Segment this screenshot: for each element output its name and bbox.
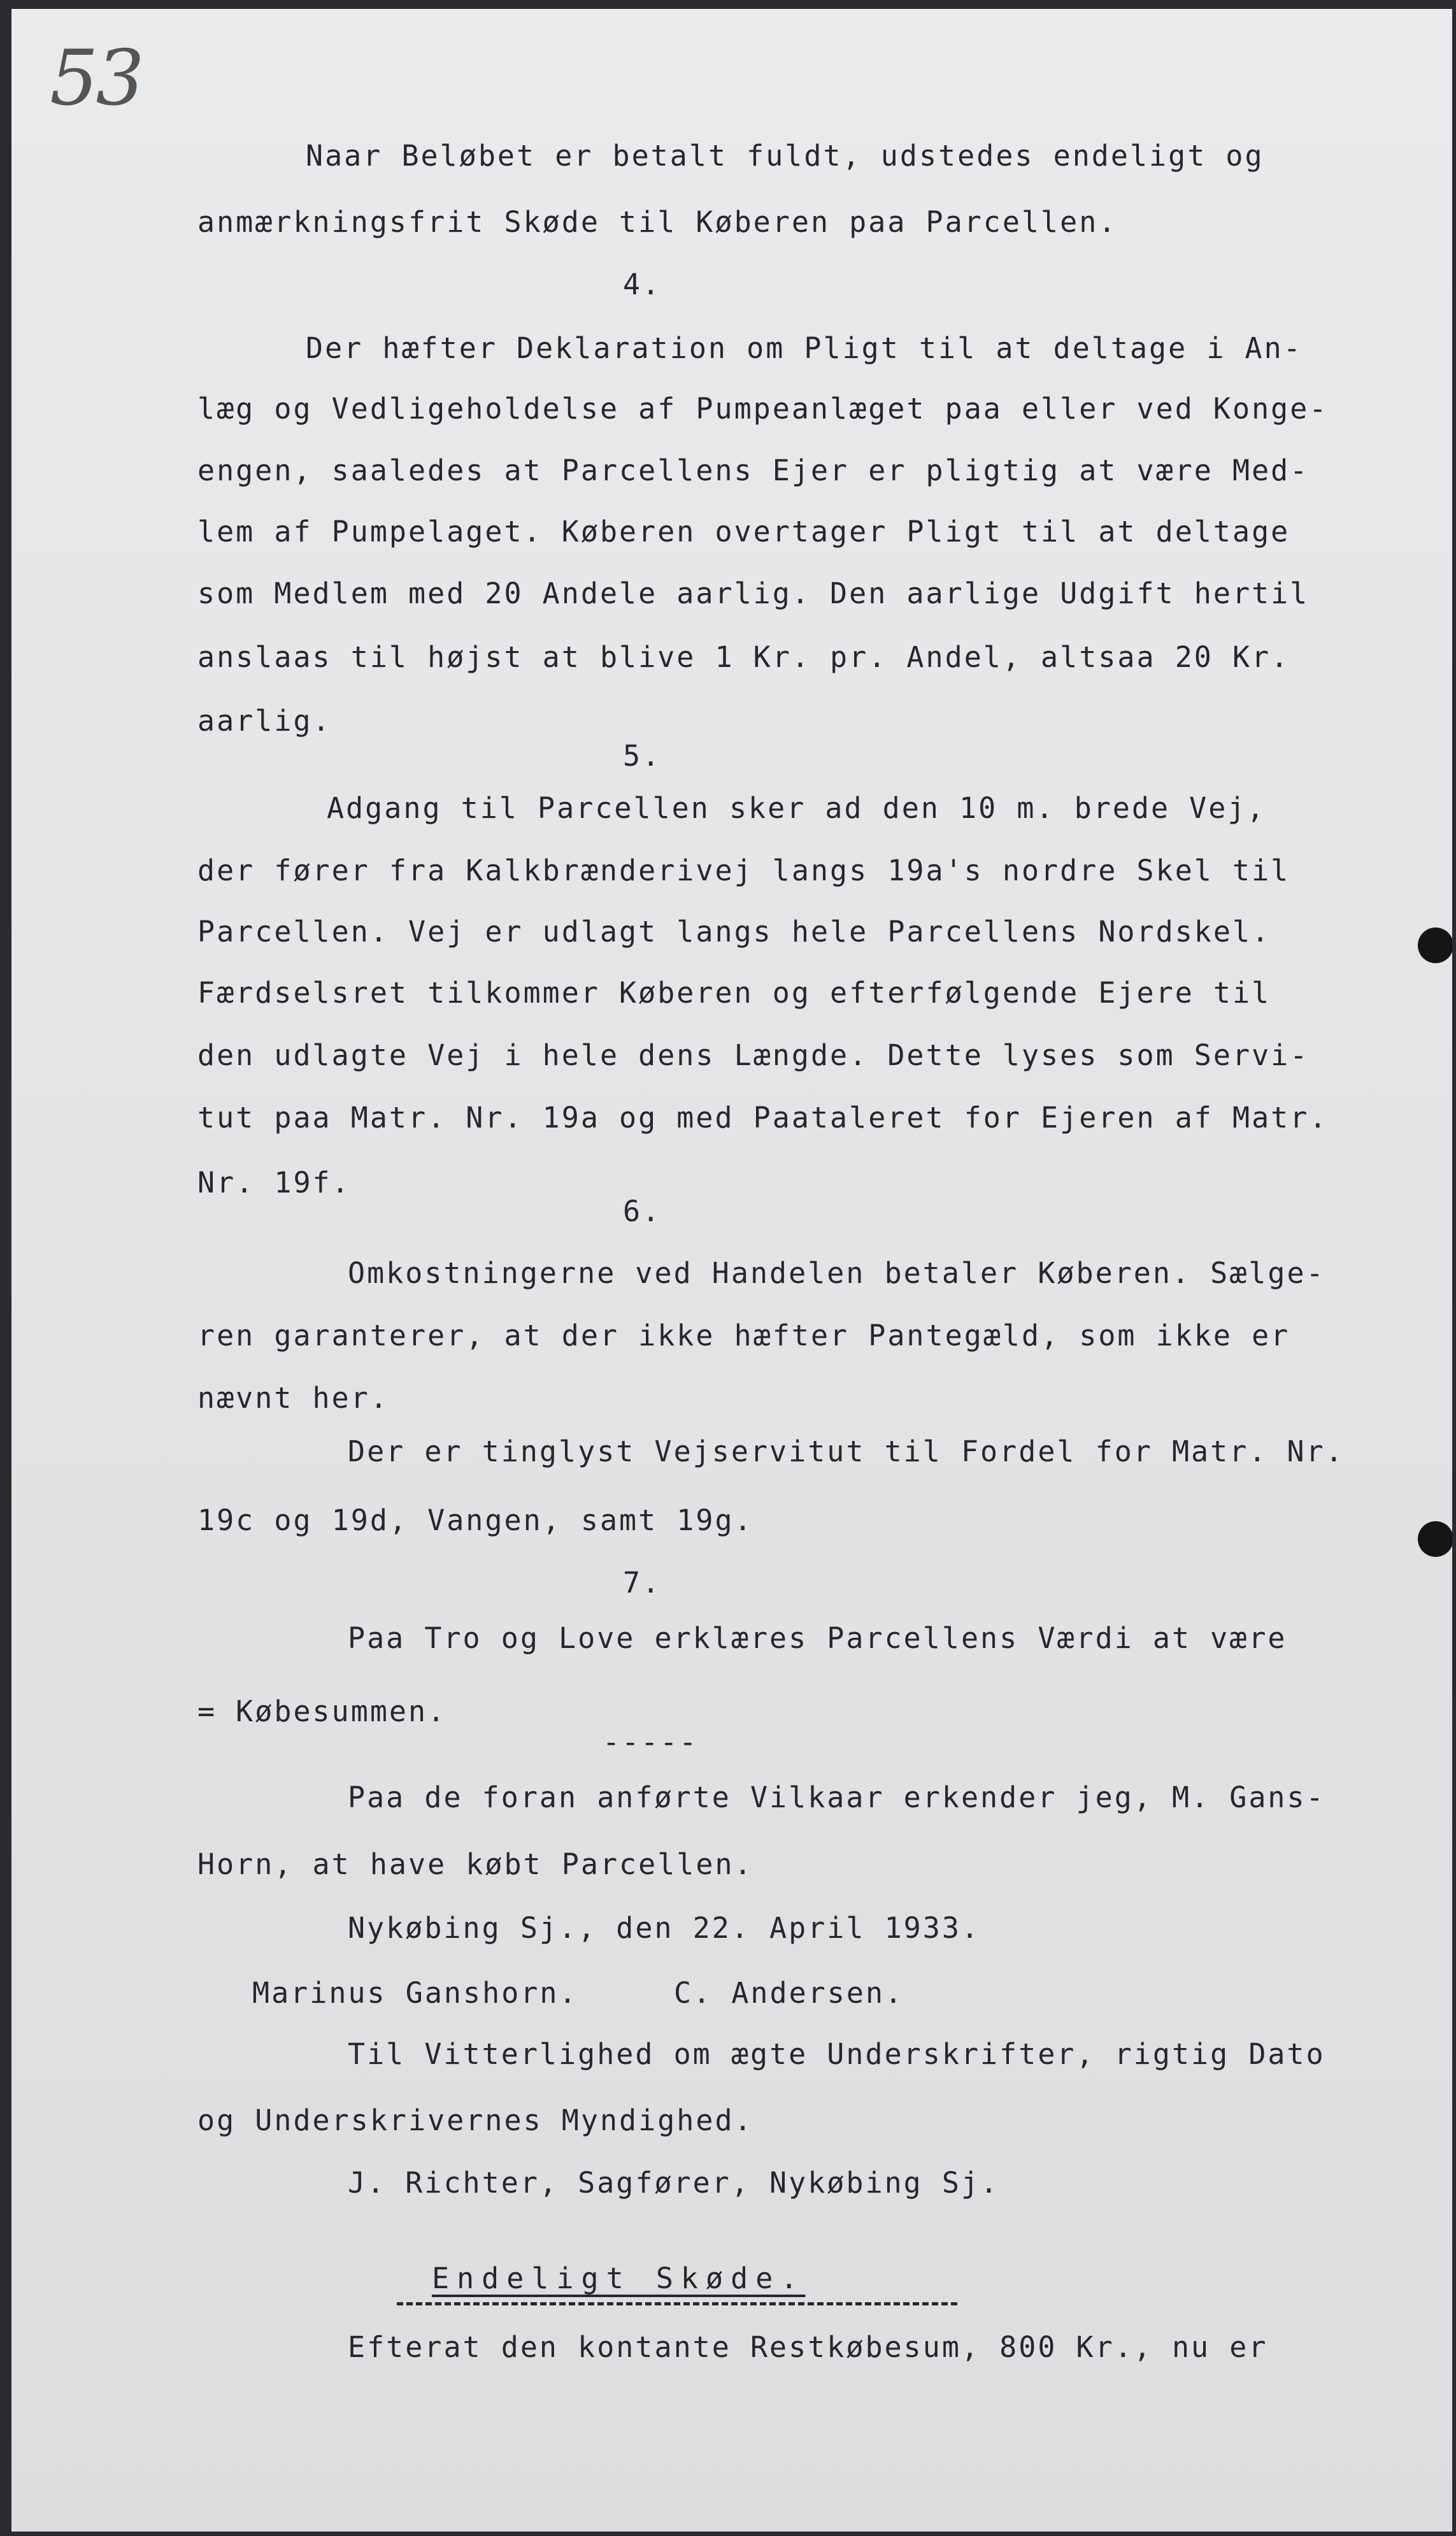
- text-line: Paa de foran anførte Vilkaar erkender jeg, M. Gans-: [348, 1780, 1325, 1814]
- text-line: Efterat den kontante Restkøbesum, 800 Kr., nu er: [348, 2330, 1268, 2364]
- section-number: 6.: [623, 1194, 662, 1228]
- text-line: læg og Vedligeholdelse af Pumpeanlæget paa eller ved Konge-: [197, 392, 1329, 426]
- section-number: 5.: [623, 739, 662, 773]
- text-line: Parcellen. Vej er udlagt langs hele Parcellens Nordskel.: [197, 915, 1271, 949]
- text-line: = Købesummen.: [197, 1694, 447, 1728]
- text-line: anmærkningsfrit Skøde til Køberen paa Parcellen.: [197, 205, 1118, 239]
- text-line: og Underskrivernes Myndighed.: [197, 2103, 753, 2137]
- text-line: Adgang til Parcellen sker ad den 10 m. brede Vej,: [327, 791, 1266, 825]
- text-line: Til Vitterlighed om ægte Underskrifter, rigtig Dato: [348, 2037, 1325, 2071]
- punch-hole-top: [1418, 928, 1452, 963]
- punch-hole-bottom: [1418, 1521, 1452, 1557]
- document-page: [11, 9, 1452, 2532]
- separator-dashes: -----: [603, 1725, 699, 1759]
- handwritten-page-number: 53: [50, 34, 142, 123]
- text-line: Der er tinglyst Vejservitut til Fordel for Matr. Nr.: [348, 1435, 1345, 1468]
- text-line: den udlagte Vej i hele dens Længde. Dette lyses som Servi-: [197, 1038, 1310, 1072]
- section-number: 7.: [623, 1566, 662, 1600]
- text-line: Horn, at have købt Parcellen.: [197, 1847, 753, 1881]
- text-line: anslaas til højst at blive 1 Kr. pr. Andel, altsaa 20 Kr.: [197, 640, 1290, 674]
- text-line: Naar Beløbet er betalt fuldt, udstedes endeligt og: [306, 139, 1264, 173]
- text-line: som Medlem med 20 Andele aarlig. Den aarlige Udgift hertil: [197, 577, 1310, 610]
- section-number: 4.: [623, 268, 662, 301]
- text-line: Paa Tro og Love erklæres Parcellens Værdi at være: [348, 1621, 1287, 1655]
- text-line: Der hæfter Deklaration om Pligt til at deltage i An-: [306, 331, 1303, 365]
- section-heading: Endeligt Skøde.: [432, 2261, 806, 2295]
- heading-rule: [397, 2302, 957, 2305]
- date-line: Nykøbing Sj., den 22. April 1933.: [348, 1911, 981, 1945]
- text-line: der fører fra Kalkbrænderivej langs 19a's nordre Skel til: [197, 854, 1290, 887]
- text-line: Nr. 19f.: [197, 1166, 351, 1200]
- text-line: nævnt her.: [197, 1381, 389, 1415]
- signatures-line: Marinus Ganshorn. C. Andersen.: [252, 1976, 904, 2010]
- text-line: Omkostningerne ved Handelen betaler Køberen. Sælge-: [348, 1256, 1325, 1290]
- text-line: ren garanterer, at der ikke hæfter Pantegæld, som ikke er: [197, 1319, 1290, 1352]
- text-line: lem af Pumpelaget. Køberen overtager Pligt til at deltage: [197, 515, 1290, 548]
- text-line: 19c og 19d, Vangen, samt 19g.: [197, 1503, 753, 1537]
- text-line: Færdselsret tilkommer Køberen og efterfølgende Ejere til: [197, 976, 1271, 1010]
- text-line: engen, saaledes at Parcellens Ejer er pligtig at være Med-: [197, 454, 1310, 487]
- text-line: tut paa Matr. Nr. 19a og med Paataleret for Ejeren af Matr.: [197, 1101, 1329, 1135]
- attestation-line: J. Richter, Sagfører, Nykøbing Sj.: [348, 2166, 1000, 2200]
- text-line: aarlig.: [197, 704, 332, 738]
